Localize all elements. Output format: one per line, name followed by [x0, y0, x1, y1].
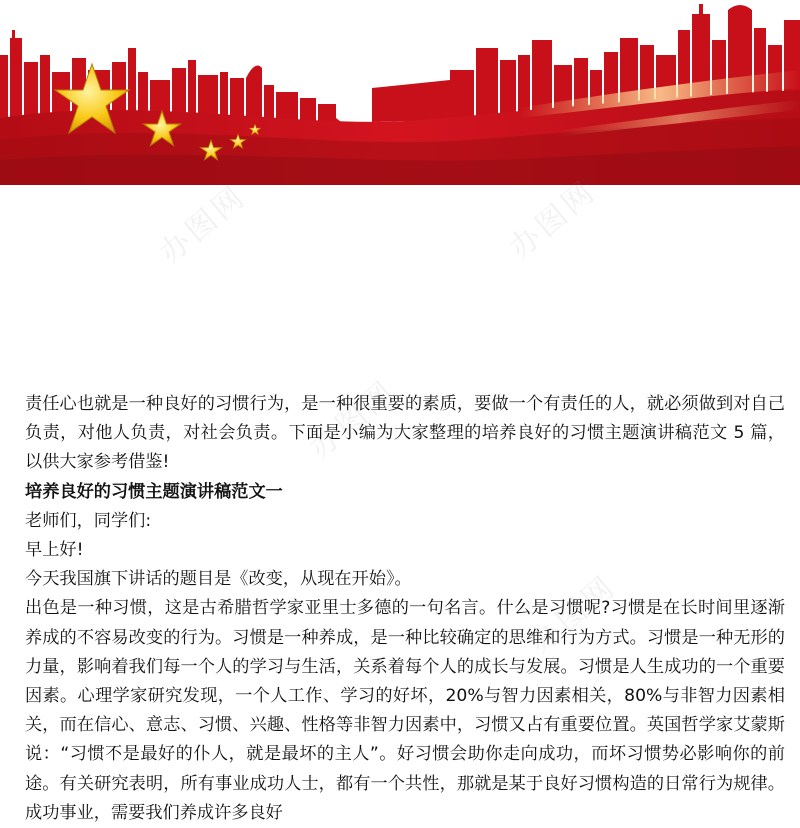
- greeting-line: 老师们，同学们:: [25, 510, 152, 531]
- watermark: 办图网: [302, 373, 404, 466]
- morning-line: 早上好!: [25, 540, 84, 561]
- header-banner: [0, 0, 800, 185]
- article-body: [25, 390, 785, 828]
- topic-line: 今天我国旗下讲话的题目是《改变，从现在开始》。: [25, 569, 412, 590]
- section-heading: 培养良好的习惯主题演讲稿范文一: [25, 481, 283, 502]
- watermark: 办图网: [152, 178, 254, 271]
- intro-paragraph: 责任心也就是一种良好的习惯行为，是一种很重要的素质，要做一个有责任的人，就必须做到对自己负责，对他人负责，对社会负责。下面是小编为大家整理的培养良好的习惯主题演讲稿范文 5 篇，以供大家参考借鉴!: [25, 394, 785, 473]
- watermark: 办图网: [522, 568, 624, 661]
- body-paragraph: 出色是一种习惯，这是古希腊哲学家亚里士多德的一句名言。什么是习惯呢?习惯是在长时间里逐渐养成的不容易改变的行为。习惯是一种养成，是一种比较确定的思维和行为方式。习惯是一种无形的力量，影响着我们每一个人的学习与生活，关系着每个人的成长与发展。习惯是人生成功的一个重要因素。心理学家研究发现，一个人工作、学习的好坏，20%与智力因素相关，80%与非智力因素相关，而在信心、意志、习惯、兴趣、性格等非智力因素中，习惯又占有重要位置。英国哲学家艾蒙斯说：“习惯不是最好的仆人，就是最坏的主人”。好习惯会助你走向成功，而坏习惯势必影响你的前途。有关研究表明，所有事业成功人士，都有一个共性，那就是某于良好习惯构造的日常行为规律。成功事业，需要我们养成许多良好: [25, 598, 785, 823]
- watermark: 办图网: [502, 173, 604, 266]
